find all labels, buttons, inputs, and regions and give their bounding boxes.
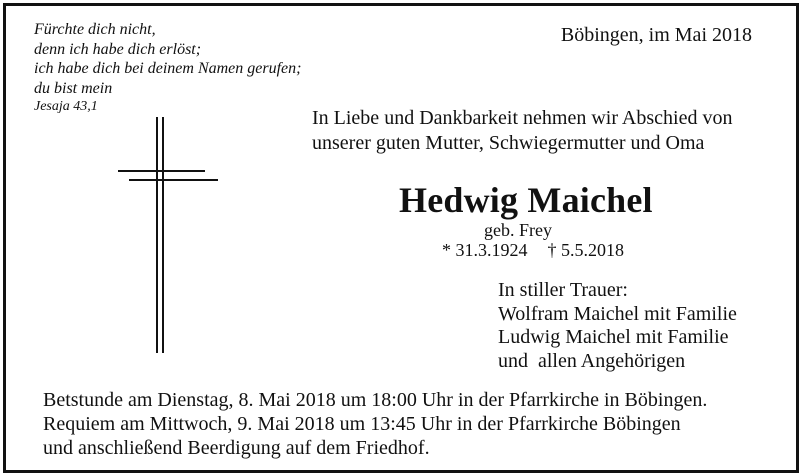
verse-line: ich habe dich bei deinem Namen gerufen; [34, 60, 302, 77]
bible-verse [34, 20, 301, 115]
cross-horizontal-bar [118, 170, 205, 172]
service-line: und anschließend Beerdigung auf dem Friedhof. [43, 437, 430, 459]
life-dates [442, 240, 624, 261]
place-and-date: Böbingen, im Mai 2018 [560, 24, 752, 46]
service-line: Betstunde am Dienstag, 8. Mai 2018 um 18:00 Uhr in der Pfarrkirche in Böbingen. [43, 389, 708, 411]
verse-line: Fürchte dich nicht, [34, 21, 156, 38]
service-information [43, 388, 707, 460]
mourner-line: Ludwig Maichel mit Familie [498, 326, 729, 348]
mourners-block [498, 279, 737, 373]
cross-horizontal-bar [129, 179, 218, 181]
verse-reference: Jesaja 43,1 [34, 99, 98, 114]
cross-vertical-bar [162, 117, 164, 353]
intro-line: In Liebe und Dankbarkeit nehmen wir Abschied von [312, 107, 733, 129]
cross-vertical-bar [156, 117, 158, 353]
deceased-name: Hedwig Maichel [399, 180, 653, 220]
maiden-name: geb. Frey [484, 220, 552, 240]
death-date: † 5.5.2018 [547, 240, 624, 260]
farewell-intro [312, 106, 732, 156]
service-line: Requiem am Mittwoch, 9. Mai 2018 um 13:45 Uhr in der Pfarrkirche Böbingen [43, 413, 681, 435]
birth-date: * 31.3.1924 [442, 240, 528, 260]
verse-line: du bist mein [34, 79, 113, 97]
mourner-line: Wolfram Maichel mit Familie [498, 302, 737, 325]
mourner-line: und allen Angehörigen [498, 349, 686, 372]
verse-line: denn ich habe dich erlöst; [34, 40, 202, 58]
intro-line: unserer guten Mutter, Schwiegermutter und Oma [312, 132, 705, 154]
mourners-heading: In stiller Trauer: [498, 279, 628, 301]
